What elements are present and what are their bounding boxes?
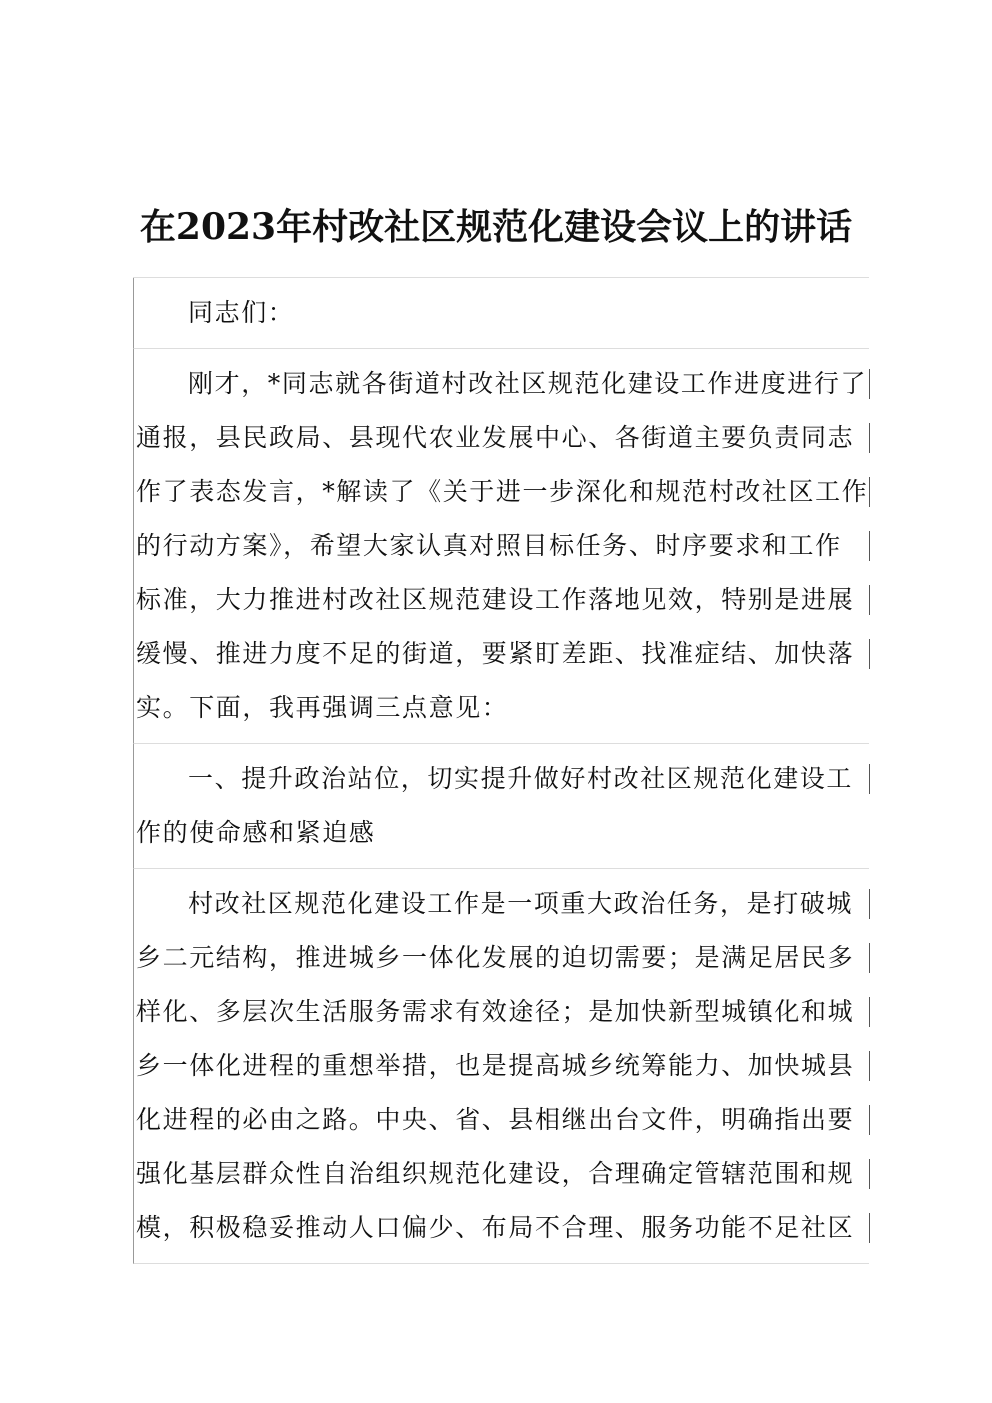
paragraph-line: 乡一体化进程的重想举措，也是提高城乡统筹能力、加快城县 (134, 1039, 869, 1093)
paragraph-line: 模，积极稳妥推动人口偏少、布局不合理、服务功能不足社区 (134, 1201, 869, 1255)
paragraph-line: 的行动方案》，希望大家认真对照目标任务、时序要求和工作 (134, 519, 869, 573)
paragraph-line: 缓慢、推进力度不足的街道，要紧盯差距、找准症结、加快落 (134, 627, 869, 681)
paragraph-line: 乡二元结构，推进城乡一体化发展的迫切需要；是满足居民多 (134, 931, 869, 985)
paragraph-line: 化进程的必由之路。中央、省、县相继出台文件，明确指出要 (134, 1093, 869, 1147)
paragraph-line: 样化、多层次生活服务需求有效途径；是加快新型城镇化和城 (134, 985, 869, 1039)
paragraph-line: 刚才，*同志就各街道村改社区规范化建设工作进度进行了 (134, 357, 869, 411)
heading-line: 作的使命感和紧迫感 (136, 818, 376, 847)
section-heading-1 (133, 744, 869, 869)
paragraph-section-1 (133, 869, 869, 1264)
document-title: 在2023年村改社区规范化建设会议上的讲话 (139, 206, 853, 248)
paragraph-line: 标准，大力推进村改社区规范建设工作落地见效，特别是进展 (134, 573, 869, 627)
paragraph-line: 村改社区规范化建设工作是一项重大政治任务，是打破城 (134, 877, 869, 931)
document-body (133, 277, 869, 1264)
paragraph-opening (133, 349, 869, 744)
greeting: 同志们： (188, 298, 295, 327)
paragraph-line: 通报，县民政局、县现代农业发展中心、各街道主要负责同志 (134, 411, 869, 465)
greeting-block (133, 278, 869, 349)
heading-line: 一、提升政治站位，切实提升做好村改社区规范化建设工 (134, 752, 869, 806)
paragraph-line: 实。下面，我再强调三点意见： (136, 693, 509, 722)
paragraph-line: 作了表态发言，*解读了《关于进一步深化和规范村改社区工作 (134, 465, 869, 519)
paragraph-line: 强化基层群众性自治组织规范化建设，合理确定管辖范围和规 (134, 1147, 869, 1201)
